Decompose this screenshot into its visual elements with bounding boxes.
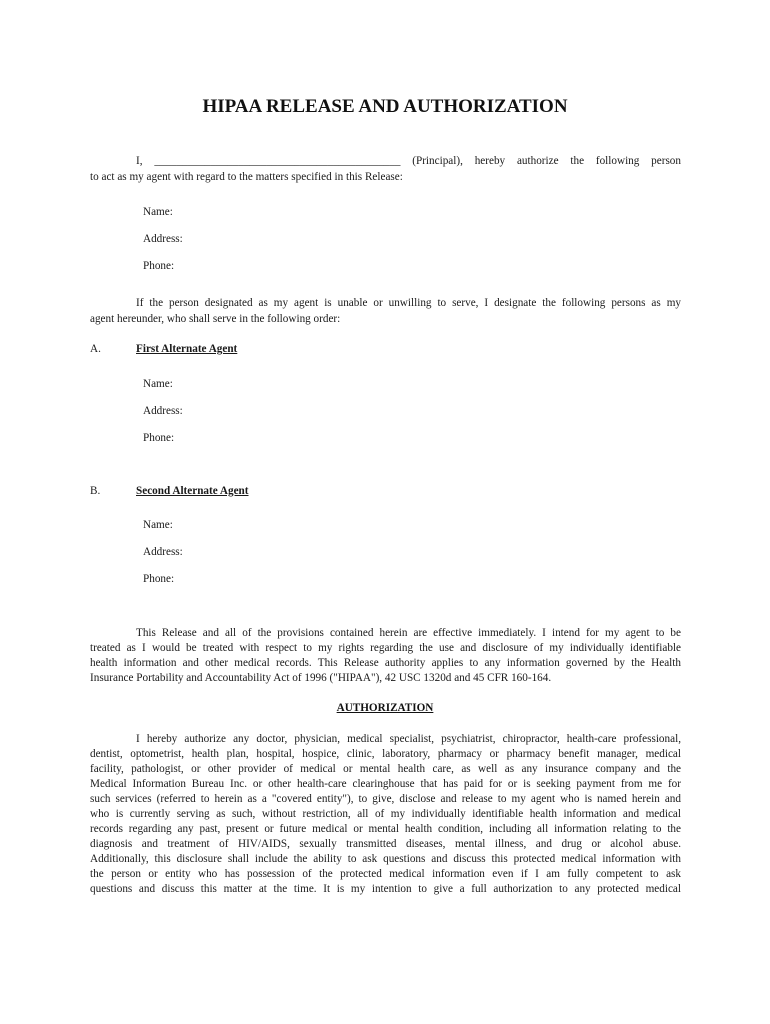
- authorization-line-6: who is currently serving as such, without restriction, all of my individually identifiable health information and medical: [90, 808, 681, 820]
- authorization-line-5: such services (referred to herein as a "covered entity"), to give, disclose and release to my agent who is named herein and: [90, 793, 681, 805]
- authorization-line-9: Additionally, this disclosure shall include the ability to ask questions and discuss this protected medical information with: [90, 853, 681, 865]
- second-alternate-marker: B.: [90, 485, 101, 497]
- document-title: HIPAA RELEASE AND AUTHORIZATION: [202, 96, 568, 117]
- effective-line-3: health information and other medical records. This Release authority applies to any information governed by the Health: [90, 657, 681, 669]
- agent-name-label: Name:: [143, 206, 173, 218]
- first-alternate-address-label: Address:: [143, 405, 183, 417]
- second-alternate-name-label: Name:: [143, 519, 173, 531]
- authorization-line-7: records regarding any past, present or future medical or mental health condition, including all information relating to the: [90, 823, 681, 835]
- authorization-line-11: questions and discuss this matter at the time. It is my intention to give a full authorization to any protected medical: [90, 883, 681, 895]
- intro-line-2: to act as my agent with regard to the matters specified in this Release:: [90, 171, 403, 183]
- agent-address-label: Address:: [143, 233, 183, 245]
- first-alternate-phone-label: Phone:: [143, 432, 175, 444]
- first-alternate-marker: A.: [90, 343, 101, 355]
- authorization-line-1: I hereby authorize any doctor, physician, medical specialist, psychiatrist, chiropractor, health-care professional,: [136, 733, 681, 745]
- first-alternate-heading: First Alternate Agent: [136, 343, 238, 355]
- second-alternate-heading: Second Alternate Agent: [136, 485, 249, 497]
- second-alternate-phone-label: Phone:: [143, 573, 175, 585]
- authorization-line-8: diagnosis and treatment of HIV/AIDS, sexually transmitted diseases, mental illness, and drug or alcohol abuse.: [90, 838, 681, 850]
- effective-line-1: This Release and all of the provisions contained herein are effective immediately. I intend for my agent to be: [136, 627, 681, 639]
- first-alternate-name-label: Name:: [143, 378, 173, 390]
- authorization-heading: AUTHORIZATION: [336, 702, 434, 714]
- effective-line-4: Insurance Portability and Accountability Act of 1996 ("HIPAA"), 42 USC 1320d and 45 CFR 160-164.: [90, 672, 552, 684]
- agent-phone-label: Phone:: [143, 260, 175, 272]
- second-alternate-address-label: Address:: [143, 546, 183, 558]
- alternates-intro-line-1: If the person designated as my agent is unable or unwilling to serve, I designate the following persons as my: [136, 297, 681, 309]
- authorization-line-10: the person or entity who has possession of the protected medical information even if I am fully competent to ask: [90, 868, 681, 880]
- alternates-intro-line-2: agent hereunder, who shall serve in the following order:: [90, 313, 341, 325]
- authorization-line-3: facility, pathologist, or other provider of medical or mental health care, as well as any insurance company and the: [90, 763, 681, 775]
- effective-line-2: treated as I would be treated with respect to my rights regarding the use and disclosure of my individually identifiable: [90, 642, 681, 654]
- authorization-line-4: Medical Information Bureau Inc. or other health-care clearinghouse that has paid for or is seeking payment from me for: [90, 778, 681, 790]
- intro-line-1: I, ____________________________________________ (Principal), hereby authorize the following person: [136, 155, 681, 167]
- authorization-line-2: dentist, optometrist, health plan, hospital, hospice, clinic, laboratory, pharmacy or pharmacy benefit manager, medical: [90, 748, 681, 760]
